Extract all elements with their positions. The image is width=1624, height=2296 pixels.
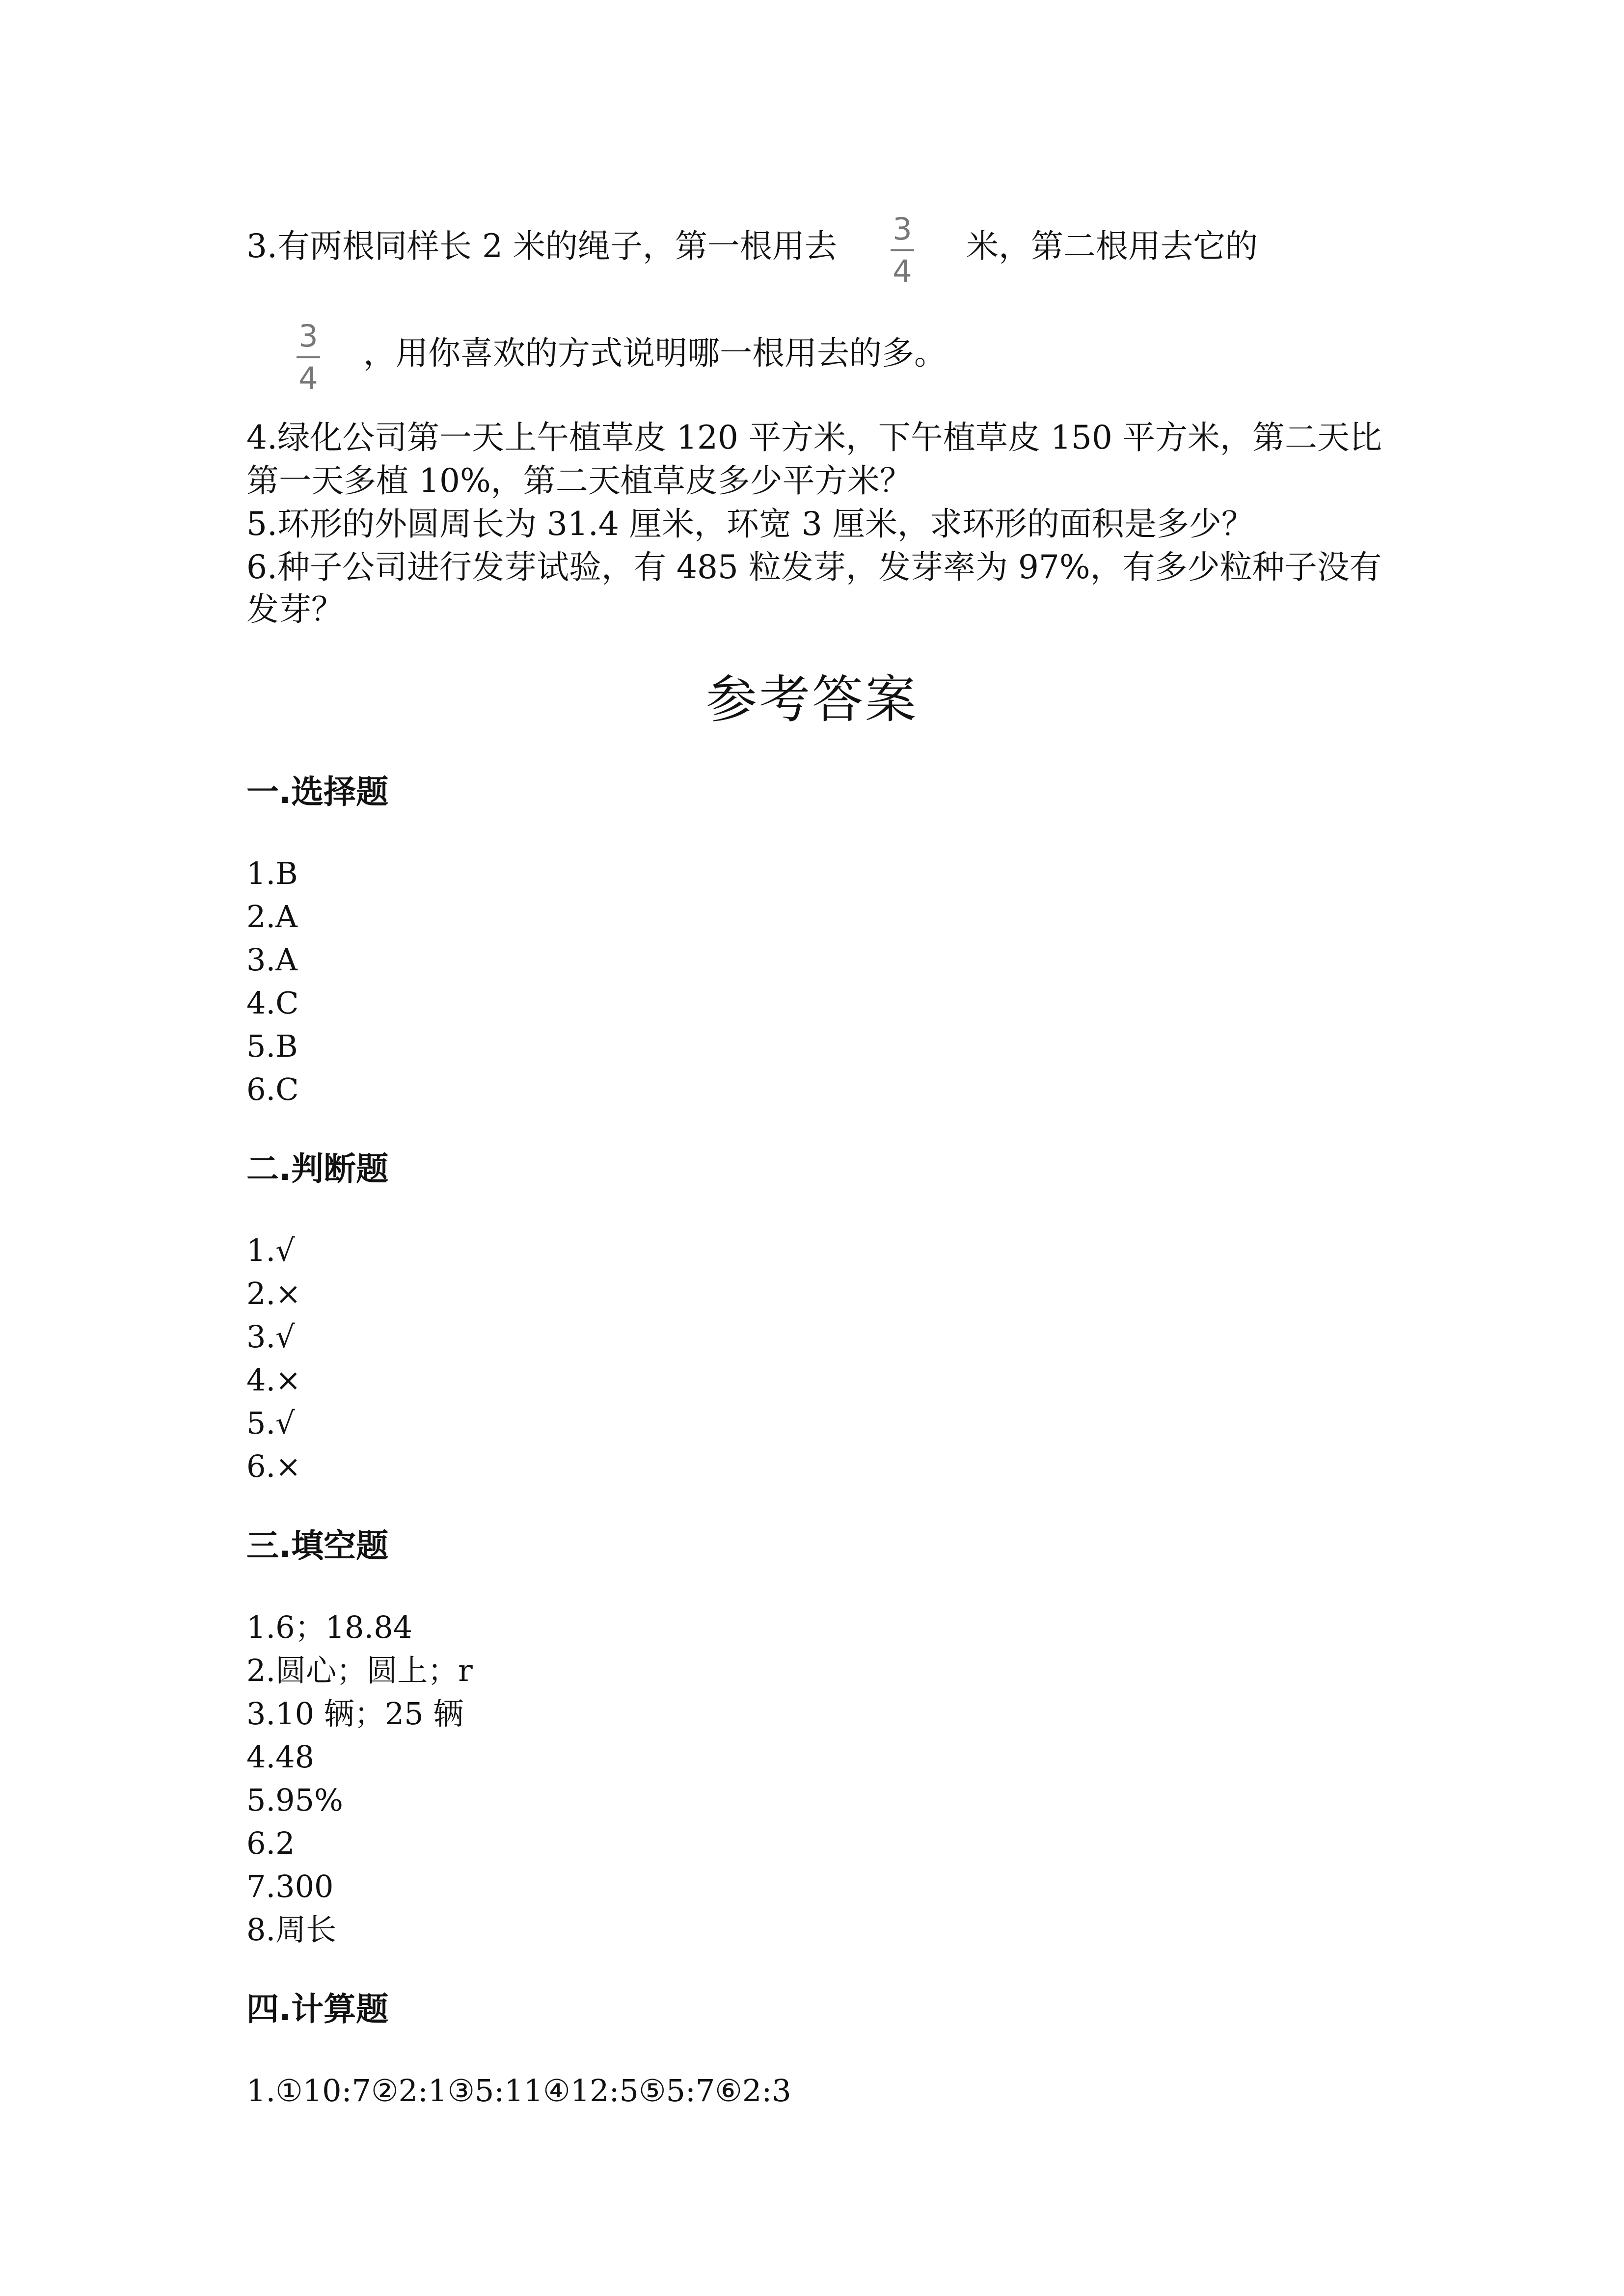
- answer-item: 1.6；18.84: [246, 1609, 413, 1645]
- fraction-denominator: 4: [893, 253, 912, 289]
- question-6-line-2: 发芽？: [246, 590, 344, 628]
- answer-item: 1.√: [246, 1232, 295, 1268]
- fraction-numerator: 3: [893, 211, 912, 247]
- question-4-line-1: 4.绿化公司第一天上午植草皮 120 平方米，下午植草皮 150 平方米，第二天比: [246, 419, 1382, 456]
- answers-title: 参考答案: [705, 669, 918, 729]
- fraction-denominator: 4: [298, 360, 318, 396]
- answer-item: 1.B: [246, 855, 298, 891]
- question-5: 5.环形的外圆周长为 31.4 厘米，环宽 3 厘米，求环形的面积是多少？: [246, 505, 1254, 543]
- answer-item: 4.×: [246, 1362, 301, 1398]
- answer-item: 3.A: [246, 942, 298, 978]
- answer-item: 1.①10:7②2:1③5:11④12:5⑤5:7⑥2:3: [246, 2073, 791, 2109]
- answer-item: 2.圆心；圆上；r: [246, 1653, 473, 1688]
- answer-item: 8.周长: [246, 1912, 337, 1948]
- section-heading-fill-blank: 三.填空题: [246, 1527, 389, 1565]
- answer-item: 5.√: [246, 1405, 295, 1441]
- answer-item: 3.√: [246, 1319, 295, 1355]
- answer-item: 3.10 辆；25 辆: [246, 1696, 464, 1732]
- answer-item: 4.48: [246, 1739, 315, 1775]
- question-3-line-2-text: ，用你喜欢的方式说明哪一根用去的多。: [363, 334, 947, 372]
- fraction-bar: [297, 356, 320, 358]
- section-heading-judgment: 二.判断题: [246, 1150, 389, 1188]
- fraction-numerator: 3: [298, 318, 318, 354]
- answer-item: 6.×: [246, 1448, 301, 1484]
- question-3-line-1-text: 3.有两根同样长 2 米的绳子，第一根用去: [246, 227, 837, 265]
- answer-item: 2.×: [246, 1276, 301, 1311]
- answer-item: 5.B: [246, 1028, 298, 1064]
- answer-item: 7.300: [246, 1869, 334, 1904]
- answer-item: 6.2: [246, 1825, 295, 1861]
- fraction-three-quarters-1: [888, 212, 917, 289]
- fraction-three-quarters-2: [294, 319, 323, 396]
- answer-item: 5.95%: [246, 1782, 343, 1818]
- question-4-line-2: 第一天多植 10%，第二天植草皮多少平方米？: [246, 462, 912, 500]
- section-heading-choice: 一.选择题: [246, 773, 389, 811]
- answer-item: 4.C: [246, 985, 299, 1021]
- question-6-line-1: 6.种子公司进行发芽试验，有 485 粒发芽，发芽率为 97%，有多少粒种子没有: [246, 548, 1382, 586]
- fraction-bar: [891, 249, 914, 251]
- answer-item: 2.A: [246, 899, 298, 934]
- section-heading-calculation: 四.计算题: [246, 1990, 389, 2028]
- question-3-line-1-tail: 米，第二根用去它的: [966, 227, 1258, 265]
- answer-item: 6.C: [246, 1071, 299, 1107]
